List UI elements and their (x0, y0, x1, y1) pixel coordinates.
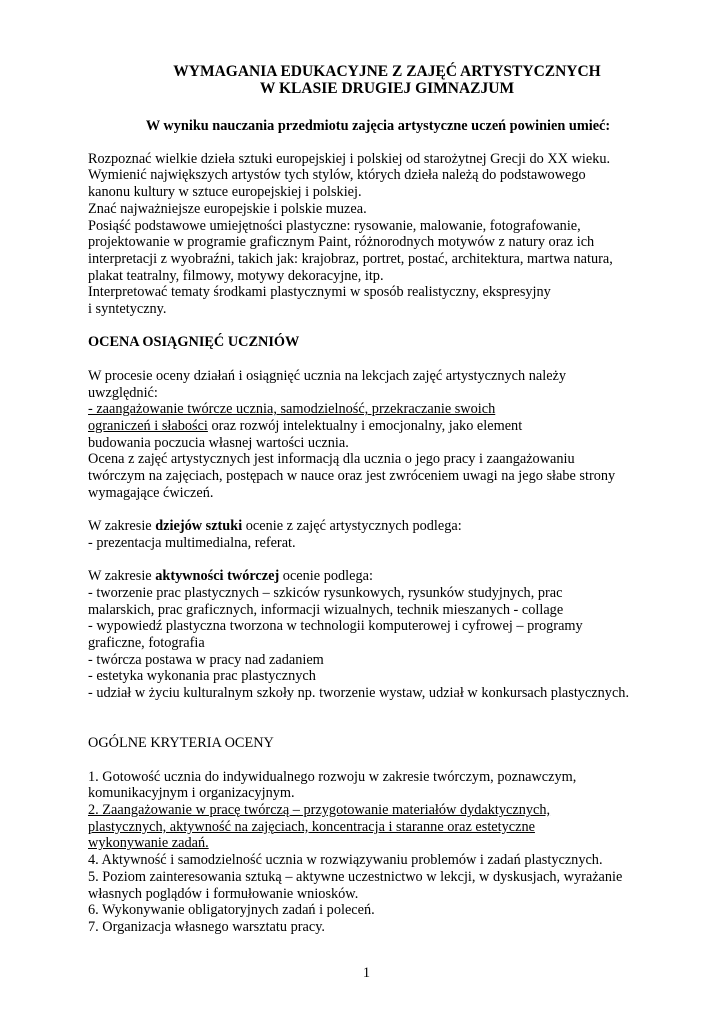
page-number: 1 (362, 965, 371, 981)
criteria-line: 5. Poziom zainteresowania sztuką – aktywne uczestnictwo w lekcji, w dyskusjach, wyrażanie (88, 868, 623, 885)
criteria-line: 1. Gotowość ucznia do indywidualnego rozwoju w zakresie twórczym, poznawczym, (88, 768, 577, 785)
activity-intro (88, 568, 668, 585)
title-line-2: W KLASIE DRUGIEJ GIMNAZJUM (259, 80, 515, 97)
subtitle: W wyniku nauczania przedmiotu zajęcia artystyczne uczeń powinien umieć: (145, 118, 611, 134)
assessment-line: wymagające ćwiczeń. (88, 484, 214, 501)
skills-line: interpretacji z wyobraźni, takich jak: krajobraz, portret, postać, architektura, martwa natura, (88, 250, 613, 267)
criteria-line: 6. Wykonywanie obligatoryjnych zadań i poleceń. (88, 902, 375, 919)
criteria-underlined-line: plastycznych, aktywność na zajęciach, koncentracja i staranne oraz estetyczne (88, 818, 535, 835)
activity-item: graficzne, fotografia (88, 635, 205, 652)
history-intro (88, 518, 668, 535)
activity-item: - udział w życiu kulturalnym szkoły np. tworzenie wystaw, udział w konkursach plastycznych. (88, 685, 630, 702)
criteria-line: 4. Aktywność i samodzielność ucznia w rozwiązywaniu problemów i zadań plastycznych. (88, 852, 603, 869)
assessment-line: twórczym na zajęciach, postępach w nauce oraz jest zwróceniem uwagi na jego słabe strony (88, 468, 616, 485)
criteria-line: własnych poglądów i formułowanie wniosków. (88, 885, 359, 902)
skills-line: Wymienić największych artystów tych stylów, których dzieła należą do podstawowego (88, 167, 586, 184)
activity-item: - tworzenie prac plastycznych – szkiców rysunkowych, rysunków studyjnych, prac (88, 584, 563, 601)
skills-line: Znać najważniejsze europejskie i polskie muzea. (88, 200, 367, 217)
history-prefix: W zakresie (88, 518, 156, 535)
criteria-heading: OGÓLNE KRYTERIA OCENY (88, 735, 274, 752)
activity-section (88, 568, 668, 702)
assessment-section (88, 368, 668, 502)
skills-line: i syntetyczny. (88, 301, 167, 318)
assessment-underlined-line: - zaangażowanie twórcze ucznia, samodzielność, przekraczanie swoich (88, 401, 496, 418)
criteria-section (88, 769, 668, 936)
criteria-line: komunikacyjnym i organizacyjnym. (88, 785, 295, 802)
assessment-heading: OCENA OSIĄGNIĘĆ UCZNIÓW (88, 334, 300, 351)
skills-line: plakat teatralny, filmowy, motywy dekoracyjne, itp. (88, 267, 384, 284)
history-item: - prezentacja multimedialna, referat. (88, 534, 296, 551)
skills-line: Posiąść podstawowe umiejętności plastyczne: rysowanie, malowanie, fotografowanie, (88, 217, 581, 234)
criteria-line: 7. Organizacja własnego warsztatu pracy. (88, 918, 325, 935)
activity-prefix: W zakresie (88, 568, 156, 585)
assessment-line (88, 418, 668, 435)
criteria-underlined-line: wykonywanie zadań. (88, 835, 209, 852)
skills-section (88, 151, 668, 318)
assessment-text: oraz rozwój intelektualny i emocjonalny, jako element (207, 417, 523, 434)
history-section (88, 518, 668, 551)
assessment-line: budowania poczucia własnej wartości ucznia. (88, 434, 349, 451)
title-line-1: WYMAGANIA EDUKACYJNE Z ZAJĘĆ ARTYSTYCZNYCH (173, 63, 601, 80)
skills-line: projektowanie w programie graficznym Paint, różnorodnych motywów z natury oraz ich (88, 234, 595, 251)
history-suffix: ocenie z zajęć artystycznych podlega: (242, 518, 462, 535)
activity-item: malarskich, prac graficznych, informacji wizualnych, technik mieszanych - collage (88, 601, 564, 618)
assessment-line: Ocena z zajęć artystycznych jest informacją dla ucznia o jego pracy i zaangażowaniu (88, 451, 575, 468)
assessment-underlined-text: ograniczeń i słabości (88, 417, 208, 434)
activity-bold: aktywności twórczej (155, 568, 280, 585)
skills-line: Rozpoznać wielkie dzieła sztuki europejskiej i polskiej od starożytnej Grecji do XX wieku. (88, 150, 611, 167)
activity-item: - twórcza postawa w pracy nad zadaniem (88, 651, 324, 668)
activity-item: - wypowiedź plastyczna tworzona w technologii komputerowej i cyfrowej – programy (88, 618, 583, 635)
assessment-line: W procesie oceny działań i osiągnięć ucznia na lekcjach zajęć artystycznych należy (88, 367, 567, 384)
document-body (88, 63, 668, 936)
criteria-underlined-line: 2. Zaangażowanie w pracę twórczą – przygotowanie materiałów dydaktycznych, (88, 802, 551, 819)
assessment-line: uwzględnić: (88, 384, 158, 401)
history-bold: dziejów sztuki (155, 518, 243, 535)
skills-line: Interpretować tematy środkami plastycznymi w sposób realistyczny, ekspresyjny (88, 284, 551, 301)
activity-suffix: ocenie podlega: (279, 568, 373, 585)
skills-line: kanonu kultury w sztuce europejskiej i polskiej. (88, 184, 362, 201)
activity-item: - estetyka wykonania prac plastycznych (88, 668, 316, 685)
